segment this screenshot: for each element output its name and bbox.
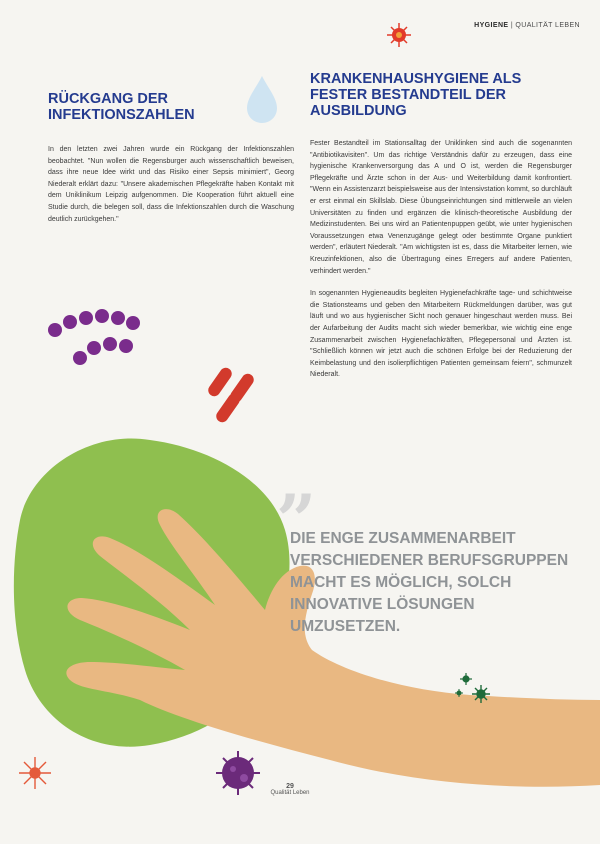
virus-icon bbox=[387, 23, 411, 47]
virus-icon bbox=[460, 673, 472, 685]
right-heading: KRANKENHAUSHYGIENE ALS FESTER BESTANDTEIL DER AUSBILDUNG bbox=[310, 71, 522, 119]
magazine-label: QUALITÄT LEBEN bbox=[515, 22, 580, 29]
section-header bbox=[474, 22, 580, 29]
bacteria-rod-icon bbox=[206, 365, 256, 424]
left-body-text: In den letzten zwei Jahren wurde ein Rückgang der Infektionszahlen beobachtet. "Nun wollen die Regensburger auch wissenschaftlich beweisen, dass ihre neue Idee wirkt und das Risiko einer Sepsis minimiert", Georg Niederalt erklärt dazu: "Unsere akademischen Pflegekräfte haben Kontakt mit dem Uniklinikum Leipzig aufgenommen. Die Kooperation führt aktuell eine Studie durch, die belegen soll, dass die Infektionszahlen durch die Waschung deutlich zurückgehen." bbox=[48, 146, 294, 223]
quote-mark-icon: ” bbox=[276, 479, 317, 562]
left-heading: RÜCKGANG DER INFEKTIONSZAHLEN bbox=[48, 91, 195, 123]
body-paragraph: Fester Bestandteil im Stationsalltag der Uniklinken sind auch die sogenannten "Antibiotikavisiten". Um das richtige Verständnis dafür zu erzeugen, dass eine hygienische Krankenversorgung das A und O ist, werden die Regensburger Pflegekräfte und Ärzte schon in der Aus- und Weiterbildung damit konfrontiert. "Wenn ein Assistenzarzt beispielsweise aus der Intensivstation kommt, so durchläuft er erst einmal ein Skillslab. Diese Übungseinrichtungen sind mittlerweile an vielen Universitäten zu finden und ergänzen die klinisch-theoretische Ausbildung der Medizinstudenten. Bei uns wird an Patientenpuppen geübt, wie unter hygienischen Voraussetzungen etwa Venenzugänge gelegt oder bestimmte Organe punktiert werden", erläutert Niederalt. "Am wichtigsten ist es, dass die Mitarbeiter lernen, wie Kreuzinfektionen, also die Übertragung eines Erregers auf andere Patienten, verhindert werden." bbox=[310, 140, 572, 275]
page-footer bbox=[250, 783, 330, 796]
bacteria-chain-icon bbox=[48, 309, 140, 365]
section-label: HYGIENE bbox=[474, 22, 509, 29]
page-number: 29 bbox=[286, 783, 294, 790]
virus-icon bbox=[19, 757, 51, 789]
body-paragraph: In sogenannten Hygieneaudits begleiten Hygienefachkräfte tage- und schichtweise die Stationsteams und geben den Mitarbeitern Rückmeldungen darüber, was gut läuft und wo aus hygienischer Sicht noch genauer hingeschaut werden muss. Bei der Aufarbeitung der Audits macht sich wieder bemerkbar, wie wichtig eine enge Zusammenarbeit zwischen Hygienefachkräften, Pflegepersonal und Ärzten ist. "Schließlich können wir jetzt auch die schönen Erfolge bei der Reduzierung der Keimbelastung und den isolierpflichtigen Patienten gemeinsam feiern", schmunzelt Niederalt. bbox=[310, 290, 572, 379]
right-body bbox=[310, 138, 572, 392]
pull-quote: DIE ENGE ZUSAMMENARBEIT VERSCHIEDENER BERUFSGRUPPEN MACHT ES MÖGLICH, SOLCH INNOVATIVE LÖSUNGEN UMZUSETZEN. bbox=[290, 530, 569, 635]
header-separator: | bbox=[508, 22, 516, 29]
footer-magazine: Qualität Leben bbox=[270, 790, 310, 796]
